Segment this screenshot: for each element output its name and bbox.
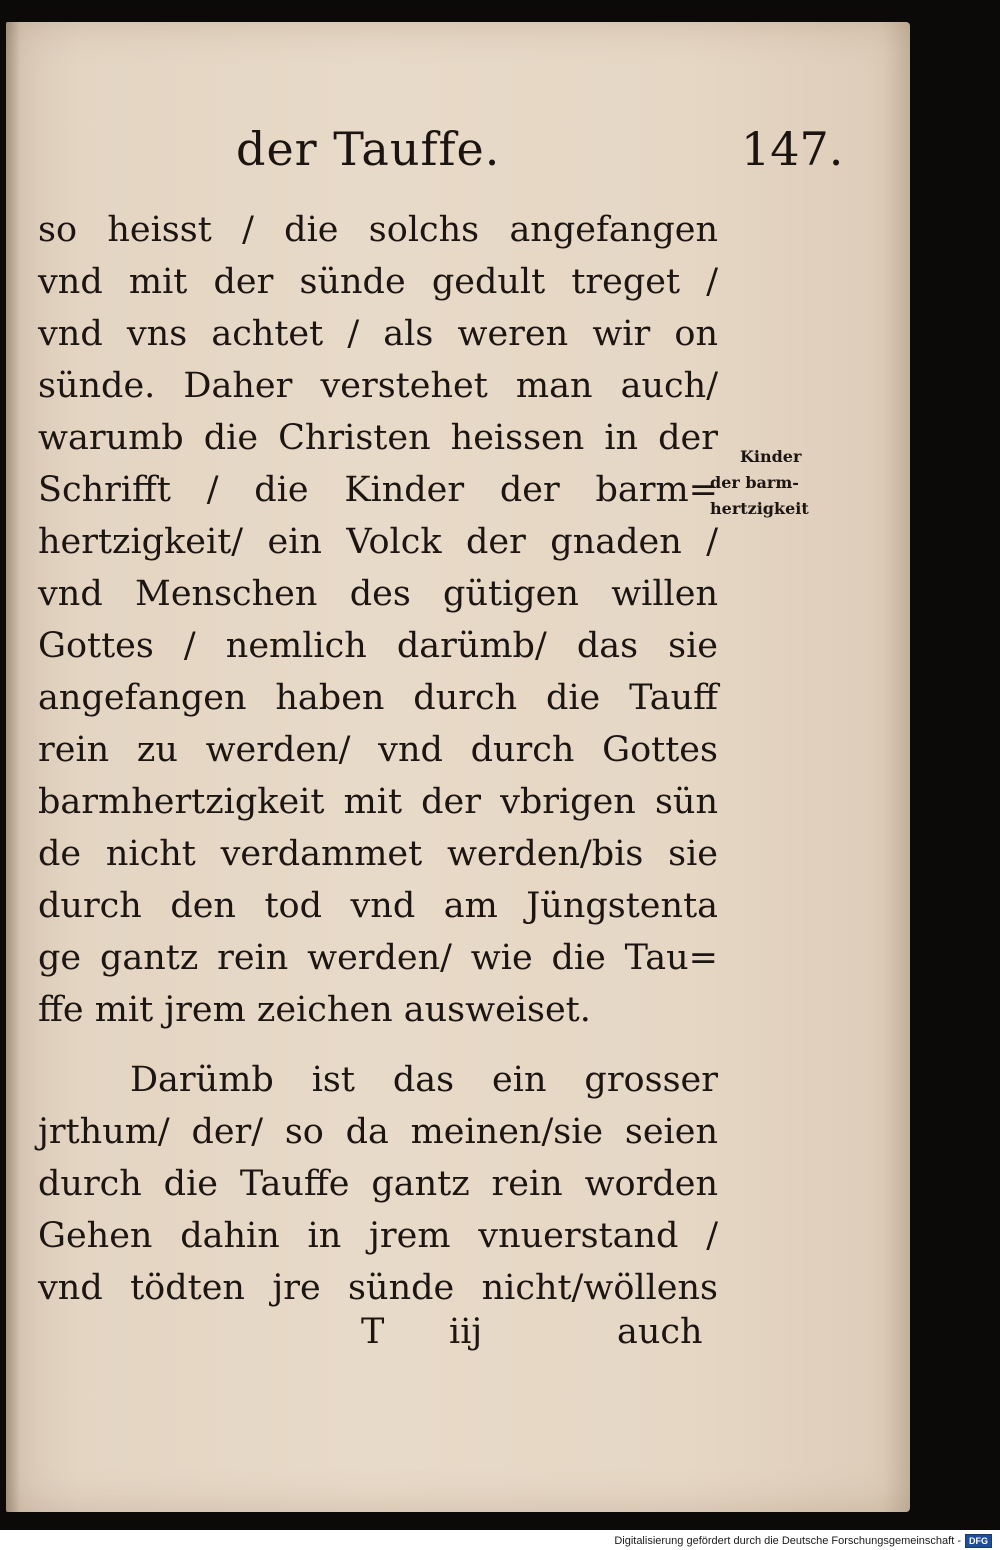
paragraph-2 bbox=[38, 1054, 718, 1314]
book-page bbox=[6, 22, 910, 1512]
paragraph-spacer bbox=[38, 1036, 718, 1054]
digitization-footer bbox=[614, 1532, 992, 1550]
signature-number: iij bbox=[449, 1312, 483, 1352]
text-line: Darümb ist das ein grosser bbox=[130, 1060, 718, 1100]
text-line: warumb die Christen heissen in der bbox=[38, 418, 718, 458]
body-text bbox=[38, 204, 718, 1314]
text-line: so heisst / die solchs angefangen bbox=[38, 210, 718, 250]
text-line: de nicht verdammet werden/bis sie bbox=[38, 834, 718, 874]
text-line: jrthum/ der/ so da meinen/sie seien bbox=[38, 1112, 718, 1152]
text-line: barmhertzigkeit mit der vbrigen sün bbox=[38, 782, 718, 822]
text-line: rein zu werden/ vnd durch Gottes bbox=[38, 730, 718, 770]
dfg-logo: DFG bbox=[965, 1534, 992, 1548]
text-line: vnd Menschen des gütigen willen bbox=[38, 574, 718, 614]
marginal-note-line: der barm- bbox=[710, 473, 799, 492]
text-line: Schrifft / die Kinder der barm= bbox=[38, 470, 718, 510]
text-line: vnd mit der sünde gedult treget / bbox=[38, 262, 718, 302]
text-line: sünde. Daher verstehet man auch/ bbox=[38, 366, 718, 406]
marginal-note-line: Kinder bbox=[740, 447, 802, 466]
text-line: durch die Tauffe gantz rein worden bbox=[38, 1164, 718, 1204]
text-line: Gottes / nemlich darümb/ das sie bbox=[38, 626, 718, 666]
paragraph-1 bbox=[38, 204, 718, 1036]
text-line: vnd vns achtet / als weren wir on bbox=[38, 314, 718, 354]
text-line: angefangen haben durch die Tauff bbox=[38, 678, 718, 718]
signature-mark: T bbox=[361, 1312, 385, 1352]
footer-credit: Digitalisierung gefördert durch die Deutsche Forschungsgemeinschaft - bbox=[614, 1535, 961, 1547]
marginal-note-line: hertzigkeit bbox=[710, 499, 809, 518]
text-line: vnd tödten jre sünde nicht/wöllens bbox=[38, 1268, 718, 1308]
text-line: ffe mit jrem zeichen ausweiset. bbox=[38, 990, 591, 1030]
page-number: 147. bbox=[741, 122, 844, 176]
running-head: der Tauffe. bbox=[236, 122, 501, 176]
text-line: Gehen dahin in jrem vnuerstand / bbox=[38, 1216, 718, 1256]
gutter-shadow bbox=[6, 22, 20, 1512]
text-line: durch den tod vnd am Jüngstenta bbox=[38, 886, 718, 926]
text-line: ge gantz rein werden/ wie die Tau= bbox=[38, 938, 718, 978]
catchword: auch bbox=[617, 1312, 703, 1352]
text-line: hertzigkeit/ ein Volck der gnaden / bbox=[38, 522, 718, 562]
marginal-note bbox=[710, 444, 850, 522]
